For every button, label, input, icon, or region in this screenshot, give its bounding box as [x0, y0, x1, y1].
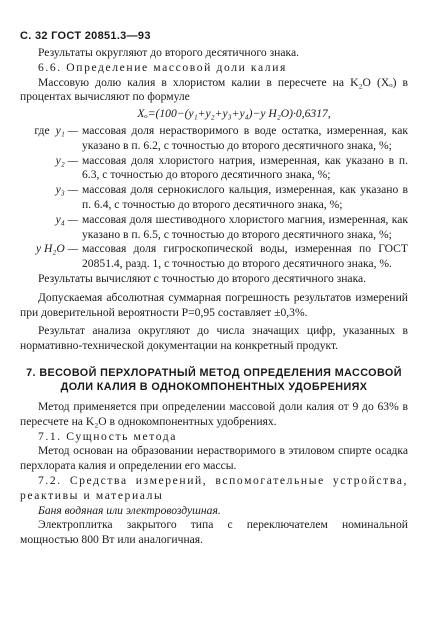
formula-definitions	[20, 124, 408, 272]
definition-label: y H₂O —	[35, 242, 78, 256]
definition-y2	[20, 154, 408, 184]
definition-text: массовая доля хлористого натрия, измеренная, как указано в п. 6.3, с точностью до второго десятичного знака, %;	[82, 153, 408, 182]
definition-text: массовая доля сернокислого кальция, измеренная, как указано в п. 6.4, с точностью до второго десятичного знака, %;	[82, 183, 408, 211]
definition-y3	[20, 183, 408, 213]
definition-label: y₂ —	[55, 153, 78, 167]
definition-label	[20, 124, 82, 139]
section-6-6-title: 6.6. Определение массовой доли калия	[38, 60, 287, 74]
definition-yh2o	[20, 242, 408, 272]
definition-text: массовая доля нерастворимого в воде остатка, измеренная, как указано в п. 6.2, с точностью до второго десятичного знака, %;	[82, 123, 408, 152]
definition-text: массовая доля гигроскопической воды, измеренная по ГОСТ 20851.4, разд. 1, с точностью до второго десятичного знака, %.	[82, 242, 408, 271]
section-7-1-title: 7.1. Сущность метода	[38, 429, 178, 443]
paragraph-calc-precision: Результаты вычисляют с точностью до второго десятичного знака.	[38, 271, 367, 285]
section-6-6-intro: Массовую долю калия в хлористом калии в пересчете на K₂O (Xₒ) в процентах вычисляют по формуле	[20, 75, 408, 104]
definition-symbol: y₁ —	[55, 123, 78, 137]
section-7-2-bath: Баня водяная или электровоздушная.	[38, 503, 221, 517]
formula: Xₒ=(100−(y₁+y₂+y₃+y₄)−y H₂O)·0,6317,	[137, 107, 331, 121]
paragraph-rounding: Результаты округляют до второго десятичного знака.	[38, 46, 300, 59]
section-7-2-stove: Электроплитка закрытого типа с переключателем номинальной мощностью 800 Вт или аналогичная.	[20, 518, 408, 547]
definition-label: y₄ —	[55, 212, 78, 226]
definition-label: y₃ —	[55, 183, 78, 197]
document-body	[20, 46, 408, 548]
definition-text: массовая доля шестиводного хлористого магния, измеренная, как указано в п. 6.5, с точностью до второго десятичного знака, %;	[82, 212, 408, 241]
where-word: где	[34, 123, 50, 137]
section-7-title: 7. ВЕСОВОЙ ПЕРХЛОРАТНЫЙ МЕТОД ОПРЕДЕЛЕНИЯ МАССОВОЙ ДОЛИ КАЛИЯ В ОДНОКОМПОНЕНТНЫХ УДОБРЕНИЯХ	[26, 366, 402, 393]
page-header: С. 32 ГОСТ 20851.3—93	[20, 30, 151, 42]
section-7-2-title: 7.2. Средства измерений, вспомогательные устройства, реактивы и материалы	[20, 473, 408, 502]
definition-y4	[20, 213, 408, 243]
definition-y1	[20, 124, 408, 154]
section-7-1-text: Метод основан на образовании нерастворимого в этиловом спирте осадка перхлората калия и определении его массы.	[20, 444, 408, 473]
section-7-intro: Метод применяется при определении массовой доли калия от 9 до 63% в пересчете на K₂O в однокомпонентных удобрениях.	[20, 399, 408, 428]
paragraph-error: Допускаемая абсолютная суммарная погрешность результатов измерений при доверительной вероятности P=0,95 составляет ±0,3%.	[20, 290, 408, 319]
paragraph-result-rounding: Результат анализа округляют до числа значащих цифр, указанных в нормативно-технической документации на конкретный продукт.	[20, 324, 408, 353]
